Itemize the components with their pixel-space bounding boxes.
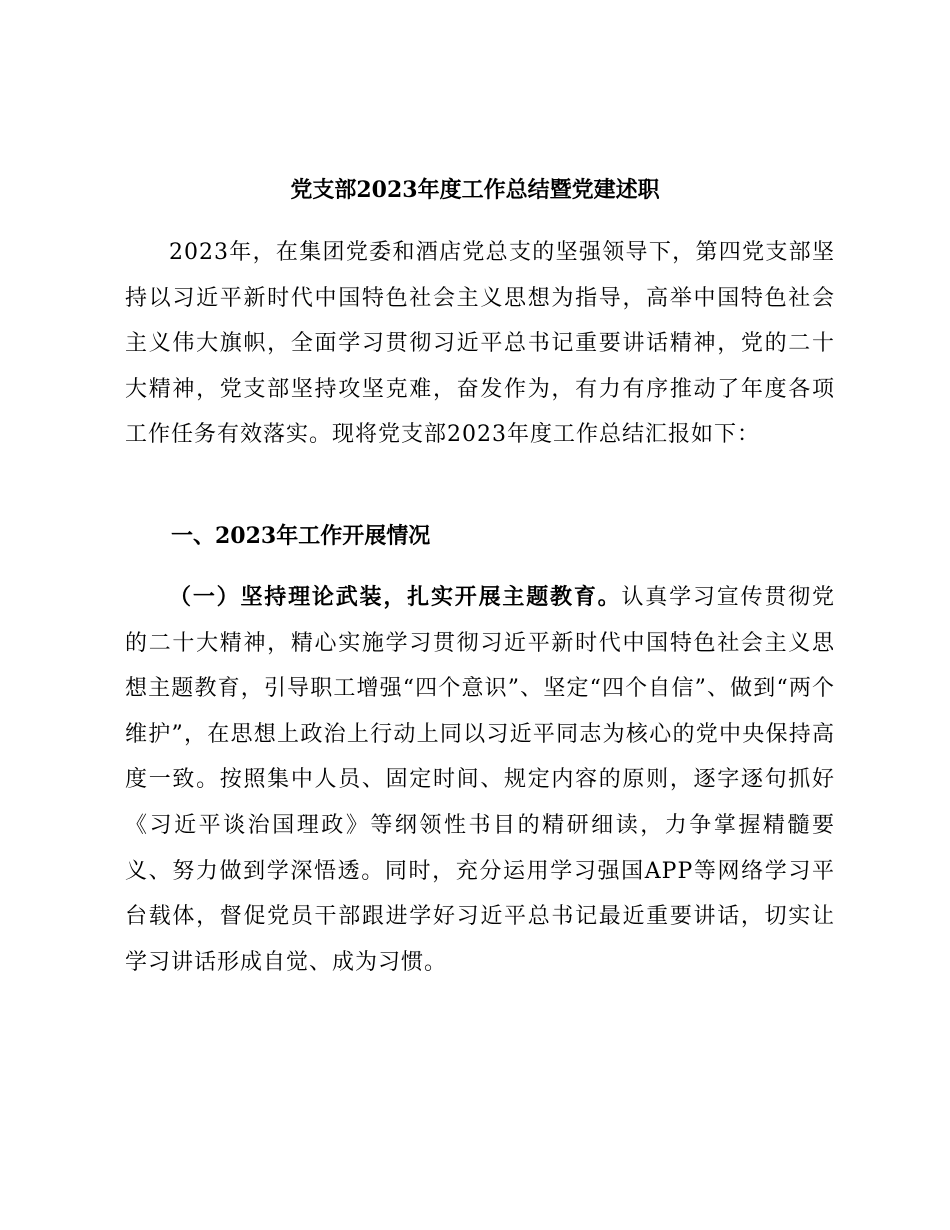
subsection-one-body: 认真学习宣传贯彻党的二十大精神，精心实施学习贯彻习近平新时代中国特色社会主义思想主题教育，引导职工增强“四个意识”、坚定“四个自信”、做到“两个维护”，在思想上政治上行动上同以习近平同志为核心的党中央保持高度一致。按照集中人员、固定时间、规定内容的原则，逐字逐句抓好《习近平谈治国理政》等纲领性书目的精研细读，力争掌握精髓要义、努力做到学深悟透。同时，充分运用学习强国APP等网络学习平台载体，督促党员干部跟进学好习近平总书记最近重要讲话，切实让学习讲话形成自觉、成为习惯。 [125, 585, 835, 975]
document-title: 党支部2023年度工作总结暨党建述职 [290, 177, 660, 203]
subsection-one-paragraph [125, 575, 835, 985]
intro-paragraph: 2023年，在集团党委和酒店党总支的坚强领导下，第四党支部坚持以习近平新时代中国特色社会主义思想为指导，高举中国特色社会主义伟大旗帜，全面学习贯彻习近平总书记重要讲话精神，党的二十大精神，党支部坚持攻坚克难，奋发作为，有力有序推动了年度各项工作任务有效落实。现将党支部2023年度工作总结汇报如下： [125, 240, 835, 448]
section-one-heading: 一、2023年工作开展情况 [171, 523, 431, 549]
subsection-one-heading: （一）坚持理论武装，扎实开展主题教育。 [169, 584, 622, 610]
